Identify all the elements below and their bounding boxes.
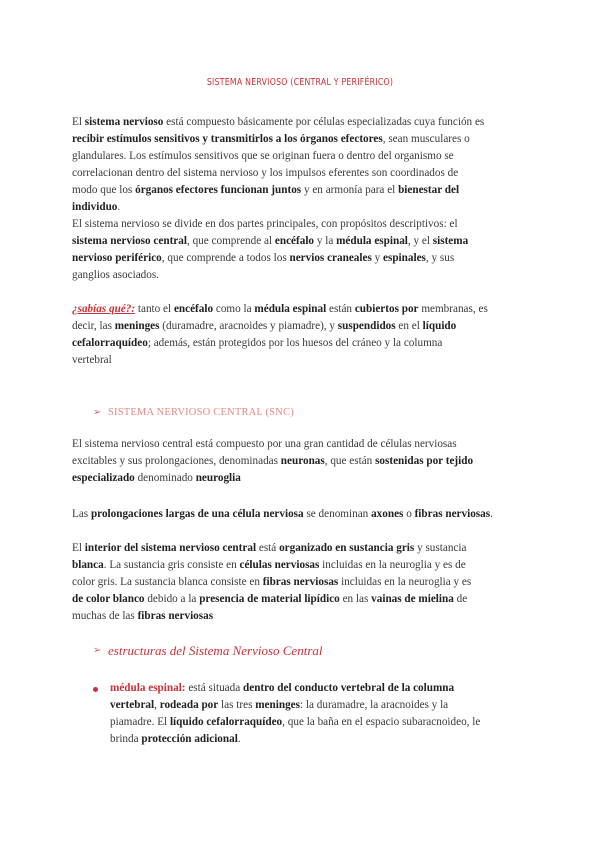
paragraph-sabias-que: ¿sabías qué?: tanto el encéfalo como la médula espinal están cubiertos por membranas, es decir, las meninges (duramadre, aracnoides y piamadre), y suspendidos en el líquido cefalorraquídeo; además, están protegidos por los huesos del cráneo y la columna vertebral bbox=[72, 303, 488, 366]
arrow-bullet-icon: ➢ bbox=[93, 645, 102, 656]
paragraph-prolongaciones: Las prolongaciones largas de una célula nerviosa se denominan axones o fibras nerviosas. bbox=[72, 508, 493, 520]
heading-snc-text: SISTEMA NERVIOSO CENTRAL (SNC) bbox=[108, 407, 294, 418]
list-item-medula-espinal: médula espinal: está situada dentro del conducto vertebral de la columna vertebral, rodeada por las tres meninges: la duramadre, la aracnoides y la piamadre. El líquido cefalorraquídeo, que la baña en el espacio subaracnoideo, le brinda protección adicional. bbox=[110, 682, 481, 745]
paragraph-sustancias: El interior del sistema nervioso central está organizado en sustancia gris y sustancia blanca. La sustancia gris consiste en células nerviosas incluidas en la neuroglia y es de color gris. La sustancia blanca consiste en fibras nerviosas incluidas en la neuroglia y es de color blanco debido a la presencia de material lipídico en las vainas de mielina de muchas de las fibras nerviosas bbox=[72, 542, 472, 622]
arrow-bullet-icon: ➢ bbox=[93, 407, 102, 418]
heading-snc bbox=[93, 404, 294, 421]
paragraph-division: El sistema nervioso se divide en dos partes principales, con propósitos descriptivos: el sistema nervioso central, que comprende al encéfalo y la médula espinal, y el sistema nervioso periférico, que comprende a todos los nervios craneales y espinales, y sus ganglios asociados. bbox=[72, 218, 469, 281]
bullet-dot-icon bbox=[93, 687, 98, 692]
page-title: SISTEMA NERVIOSO (CENTRAL Y PERIFÉRICO) bbox=[206, 77, 394, 88]
heading-estructuras bbox=[93, 642, 323, 659]
heading-estructuras-text: estructuras del Sistema Nervioso Central bbox=[108, 643, 323, 658]
paragraph-snc: El sistema nervioso central está compuesto por una gran cantidad de células nerviosas excitables y sus prolongaciones, denominadas neuronas, que están sostenidas por tejido especializado denominado neuroglia bbox=[72, 438, 474, 484]
sabias-que-label: ¿sabías qué?: bbox=[72, 303, 136, 315]
paragraph-intro: El sistema nervioso está compuesto básicamente por células especializadas cuya función es recibir estímulos sensitivos y transmitirlos a los órganos efectores, sean musculares o glandulares. Los estímulos sensitivos que se originan fuera o dentro del organismo se correlacionan dentro del sistema nervioso y los impulsos eferentes son coordinados de modo que los órganos efectores funcionan juntos y en armonía para el bienestar del individuo. bbox=[72, 116, 485, 213]
